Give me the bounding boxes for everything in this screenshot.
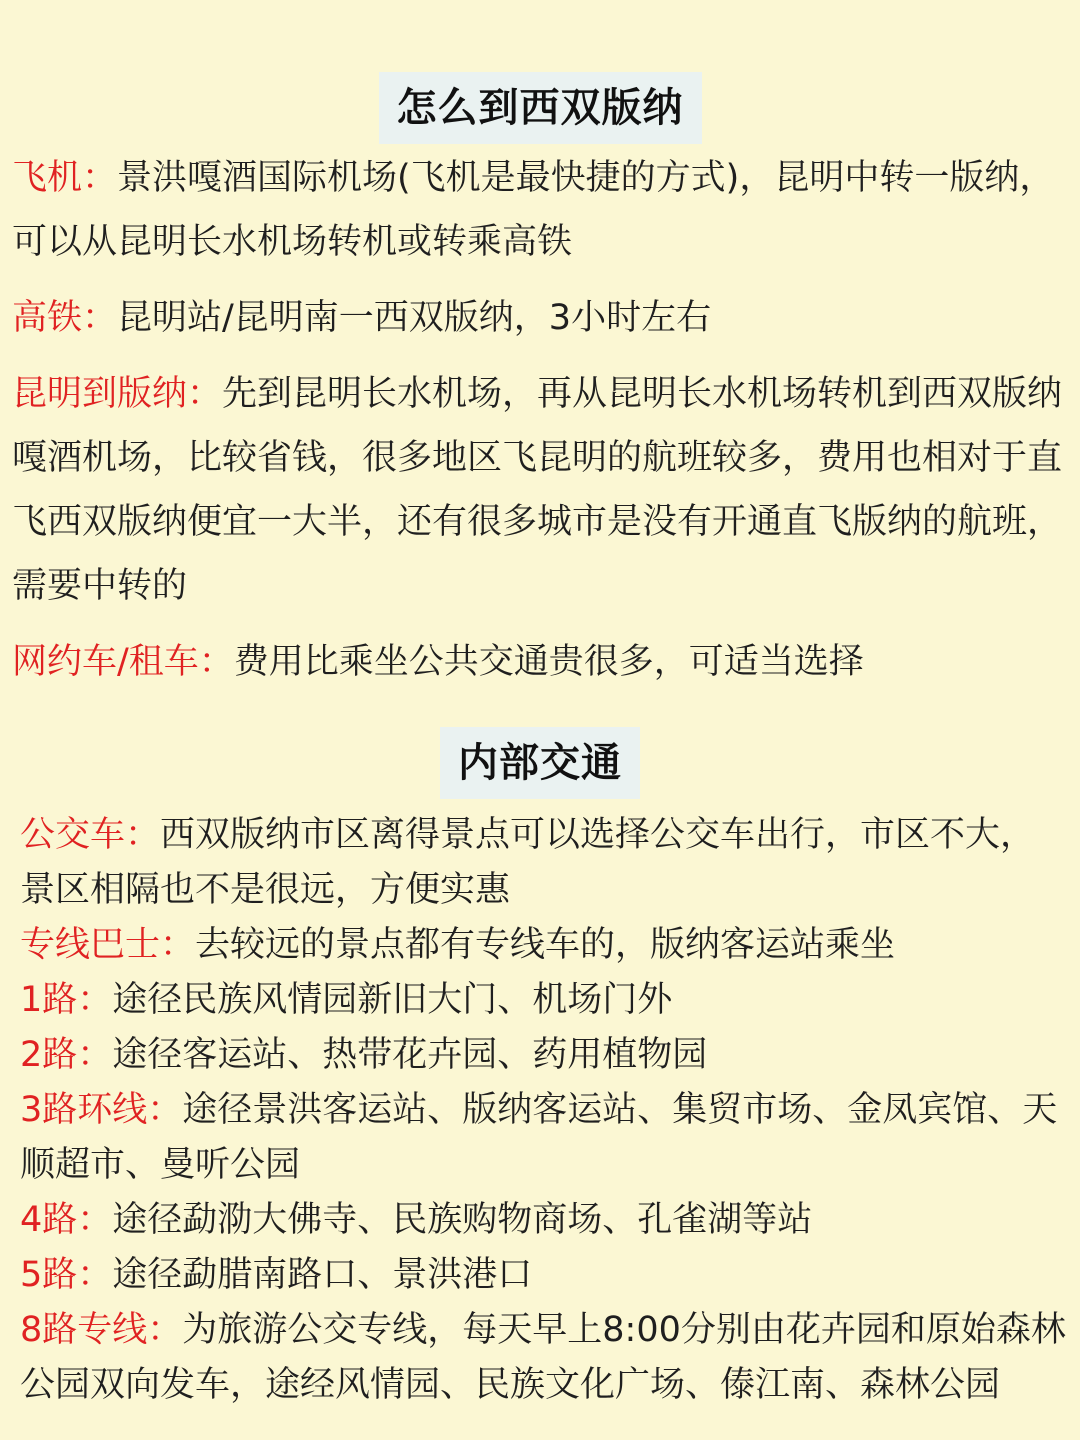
item-label: 飞机： — [12, 158, 118, 198]
spacer — [12, 274, 1066, 286]
section1-title: 怎么到西双版纳 — [379, 72, 702, 144]
section2-content — [20, 808, 1066, 1413]
spacer — [12, 350, 1066, 362]
item-text: 为旅游公交专线，每天早上8:00分别由花卉园和原始森林公园双向发车，途经风情园、民族文化广场、傣江南、森林公园 — [20, 1310, 1066, 1405]
item-text: 先到昆明长水机场，再从昆明长水机场转机到西双版纳嘎酒机场，比较省钱，很多地区飞昆明的航班较多，费用也相对于直飞西双版纳便宜一大半，还有很多城市是没有开通直飞版纳的航班，需要中转的 — [12, 374, 1063, 606]
section1-content — [12, 146, 1066, 694]
list-item — [20, 1083, 1066, 1193]
item-label: 5路： — [20, 1255, 113, 1295]
section1-title-wrap — [0, 72, 1080, 144]
item-text: 途径景洪客运站、版纳客运站、集贸市场、金凤宾馆、天顺超市、曼听公园 — [20, 1090, 1058, 1185]
list-item — [12, 630, 1066, 694]
item-text: 景洪嘎酒国际机场(飞机是最快捷的方式)，昆明中转一版纳，可以从昆明长水机场转机或转乘高铁 — [12, 158, 1055, 262]
list-item — [12, 286, 1066, 350]
item-label: 2路： — [20, 1035, 113, 1075]
section2-title: 内部交通 — [440, 727, 640, 799]
list-item — [20, 1248, 1066, 1303]
list-item — [12, 146, 1066, 274]
list-item — [20, 1028, 1066, 1083]
item-label: 4路： — [20, 1200, 113, 1240]
list-item — [20, 1303, 1066, 1413]
item-label: 8路专线： — [20, 1310, 183, 1350]
spacer — [12, 618, 1066, 630]
item-text: 西双版纳市区离得景点可以选择公交车出行，市区不大，景区相隔也不是很远，方便实惠 — [20, 815, 1036, 910]
list-item — [20, 1193, 1066, 1248]
item-text: 途径勐腊南路口、景洪港口 — [112, 1255, 533, 1295]
item-text: 途径民族风情园新旧大门、机场门外 — [112, 980, 673, 1020]
section2-title-wrap — [0, 727, 1080, 799]
item-label: 公交车： — [20, 815, 161, 855]
item-text: 昆明站/昆明南一西双版纳，3小时左右 — [117, 298, 712, 338]
list-item — [20, 918, 1066, 973]
list-item — [12, 362, 1066, 618]
item-text: 费用比乘坐公共交通贵很多，可适当选择 — [233, 642, 864, 682]
item-text: 途径客运站、热带花卉园、药用植物园 — [112, 1035, 708, 1075]
item-label: 高铁： — [12, 298, 118, 338]
list-item — [20, 973, 1066, 1028]
item-label: 网约车/租车： — [12, 642, 234, 682]
item-label: 专线巴士： — [20, 925, 196, 965]
item-label: 1路： — [20, 980, 113, 1020]
item-label: 昆明到版纳： — [12, 374, 223, 414]
item-text: 途径勐泐大佛寺、民族购物商场、孔雀湖等站 — [112, 1200, 813, 1240]
item-text: 去较远的景点都有专线车的，版纳客运站乘坐 — [195, 925, 896, 965]
item-label: 3路环线： — [20, 1090, 183, 1130]
list-item — [20, 808, 1066, 918]
